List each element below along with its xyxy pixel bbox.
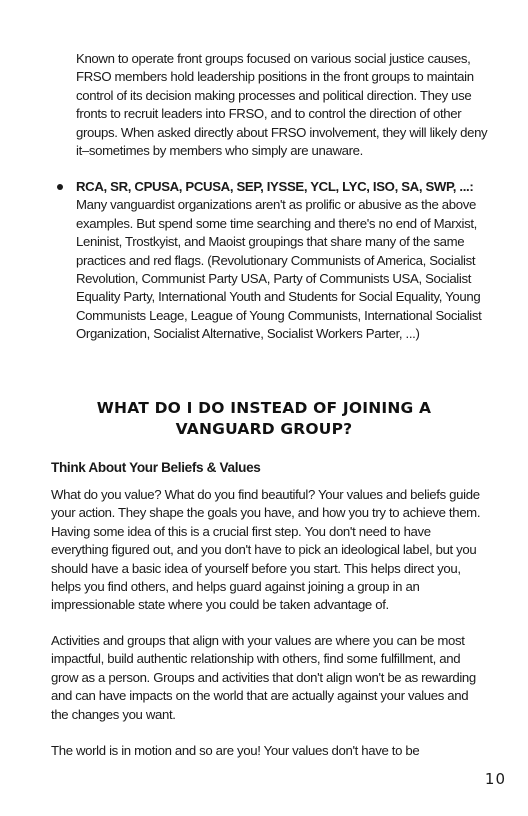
section-heading-line1: WHAT DO I DO INSTEAD OF JOINING A <box>96 399 432 417</box>
values-paragraph-2: Activities and groups that align with your values are where you can be most impactful, build authentic relationship with others, find some fulfillment, and grow as a person. Groups and activities that don't align won't be as rewarding and can have impacts on the world that are actually against your values and the changes you want. <box>51 633 476 722</box>
values-paragraph-1: What do you value? What do you find beautiful? Your values and beliefs guide your action. They shape the goals you have, and how you try to achieve them. Having some idea of this is a crucial first step. You don't need to have everything figured out, and you don't have to pick an ideological label, but you should have a basic idea of yourself before you start. This helps direct you, helps you find others, and helps guard against joining a group in an impressionable state where you could be taken advantage of. <box>51 487 481 613</box>
vanguard-groups-bullet <box>76 178 496 344</box>
bullet-dot <box>57 184 63 190</box>
bullet-text: Many vanguardist organizations aren't as prolific or abusive as the above examples. But spend some time searching and there's no end of Marxist, Leninist, Trostkyist, and Maoist groupings that share many of the same practices and red flags. (Revolutionary Communists of America, Socialist Revolution, Communist Party USA, Party of Communists USA, Socialist Equality Party, International Youth and Students for Social Equality, Young Communists Leage, League of Young Communists, International Socialist Organization, Socialist Alternative, Socialist Workers Parter, ...) <box>76 197 482 342</box>
subheading: Think About Your Beliefs & Values <box>51 460 261 475</box>
page-number: 10 <box>484 770 506 788</box>
section-heading-line2: VANGUARD GROUP? <box>175 420 353 438</box>
section-heading <box>96 398 432 440</box>
bullet-term: RCA, SR, CPUSA, PCUSA, SEP, IYSSE, YCL, LYC, ISO, SA, SWP, ...: <box>76 179 474 194</box>
values-paragraph-3: The world is in motion and so are you! Your values don't have to be <box>51 743 420 758</box>
frso-paragraph: Known to operate front groups focused on various social justice causes, FRSO members hold leadership positions in the front groups to maintain control of its decision making processes and political direction. They use fronts to recruit leaders into FRSO, and to control the direction of other groups. When asked directly about FRSO involvement, they will likely deny it–sometimes by members who simply are unaware. <box>76 51 488 159</box>
